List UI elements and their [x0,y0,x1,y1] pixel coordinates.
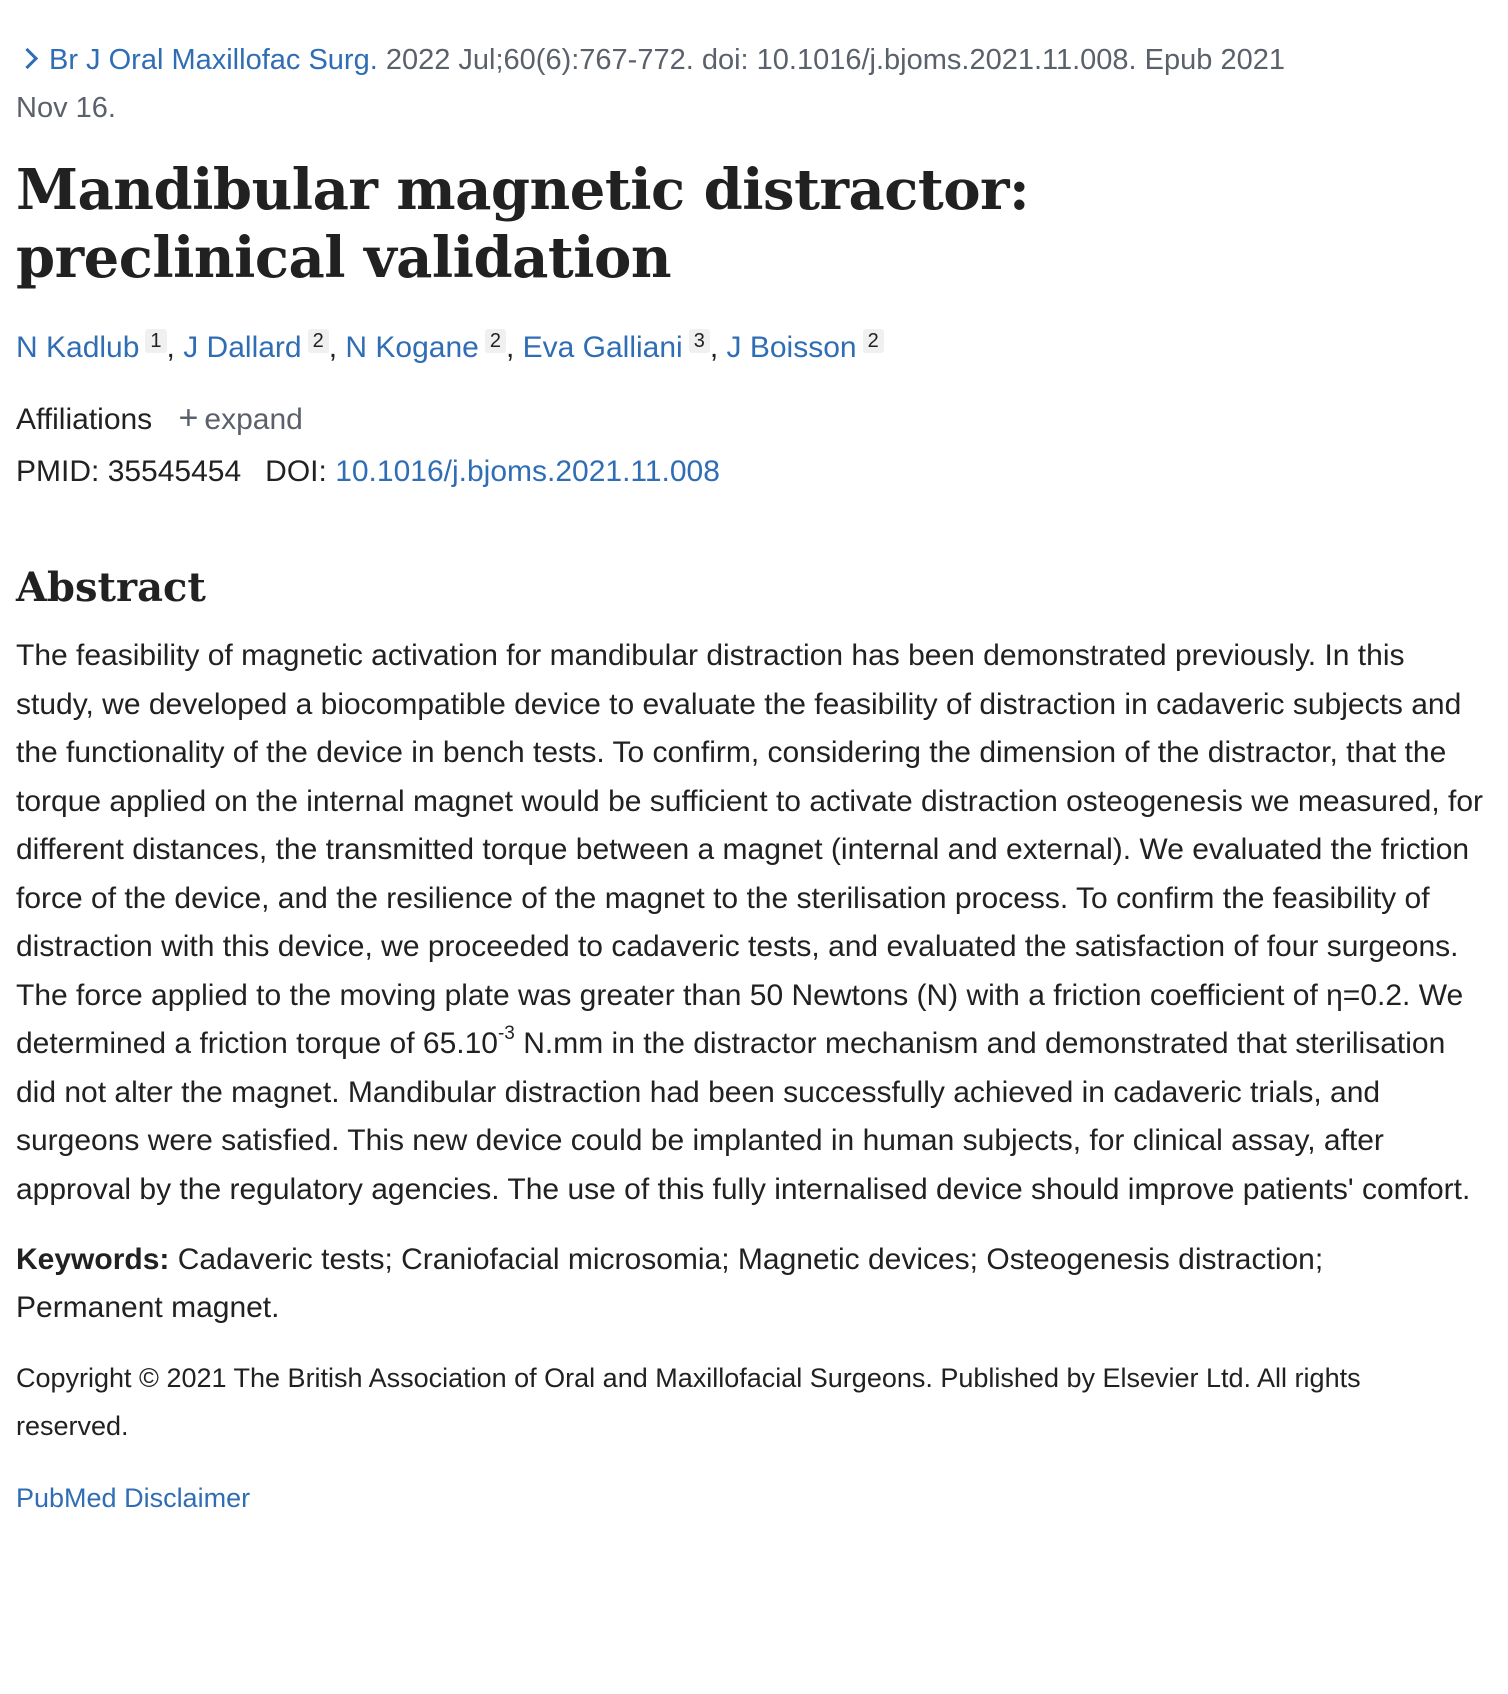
citation [16,36,1316,132]
affiliation-ref[interactable]: 3 [689,329,710,353]
chevron-right-icon[interactable] [17,48,38,69]
affiliations-row [16,396,1468,442]
copyright-notice: Copyright © 2021 The British Association of Oral and Maxillofacial Surgeons. Published by Elsevier Ltd. All rights reserved. [16,1363,1361,1441]
abstract-heading: Abstract [16,564,206,611]
affiliation-ref[interactable]: 2 [863,329,884,353]
pmid-value: 35545454 [107,455,242,488]
exponent: -3 [497,1023,515,1044]
doi-label: DOI: [265,455,327,488]
affiliation-ref[interactable]: 2 [485,329,506,353]
journal-link[interactable]: Br J Oral Maxillofac Surg. [49,44,378,76]
abstract-part-1: The feasibility of magnetic activation for mandibular distraction has been demonstrated previously. In this study, we developed a biocompatible device to evaluate the feasibility of distraction in cadaveric subjects and the functionality of the device in bench tests. To confirm, considering the dimension of the distractor, that the torque applied on the internal magnet would be sufficient to activate distraction osteogenesis we measured, for different distances, the transmitted torque between a magnet (internal and external). We evaluated the friction force of the device, and the resilience of the magnet to the sterilisation process. To confirm the feasibility of distraction with this device, we proceeded to cadaveric tests, and evaluated the satisfaction of four surgeons. The force applied to the moving plate was greater than 50 Newtons (N) with a friction coefficient of η=0.2. We determined a friction torque of 65.10 [16,639,1483,1060]
affiliations-label: Affiliations [16,403,153,436]
author-link[interactable]: J Boisson [726,331,857,364]
keywords-label: Keywords: [16,1243,170,1276]
doi-link[interactable]: 10.1016/j.bjoms.2021.11.008 [335,455,720,488]
keywords-text: Cadaveric tests; Craniofacial microsomia; Magnetic devices; Osteogenesis distraction; Permanent magnet. [16,1243,1324,1324]
author-link[interactable]: J Dallard [183,331,302,364]
author-list: N Kadlub 1 , J Dallard 2 , N Kogane 2 , Eva Galliani 3 , J Boisson 2 [16,326,1468,370]
abstract-part-2: N.mm in the distractor mechanism and demonstrated that sterilisation did not alter the magnet. Mandibular distraction had been successfully achieved in cadaveric trials, and surgeons were satisfied. This new device could be implanted in human subjects, for clinical assay, after approval by the regulatory agencies. The use of this fully internalised device should improve patients' comfort. [16,1027,1471,1206]
keywords [16,1236,1476,1332]
disclaimer-row [16,1474,1468,1522]
author-link[interactable]: N Kadlub [16,331,140,364]
identifiers-row [16,450,1468,494]
author-link[interactable]: Eva Galliani [522,331,683,364]
article-title: Mandibular magnetic distractor: preclinical validation [16,157,1030,291]
affiliation-ref[interactable]: 2 [308,329,329,353]
pmid-label: PMID: [16,455,100,488]
pubmed-disclaimer-link[interactable]: PubMed Disclaimer [16,1483,251,1513]
plus-icon: + [178,399,199,437]
expand-affiliations-button[interactable] [178,399,303,437]
abstract-text [16,632,1486,1214]
expand-label: expand [204,403,303,436]
affiliation-ref[interactable]: 1 [145,329,166,353]
citation-details: 2022 Jul;60(6):767-772. doi: 10.1016/j.bjoms.2021.11.008. Epub 2021 Nov 16. [16,44,1285,124]
author-link[interactable]: N Kogane [345,331,479,364]
